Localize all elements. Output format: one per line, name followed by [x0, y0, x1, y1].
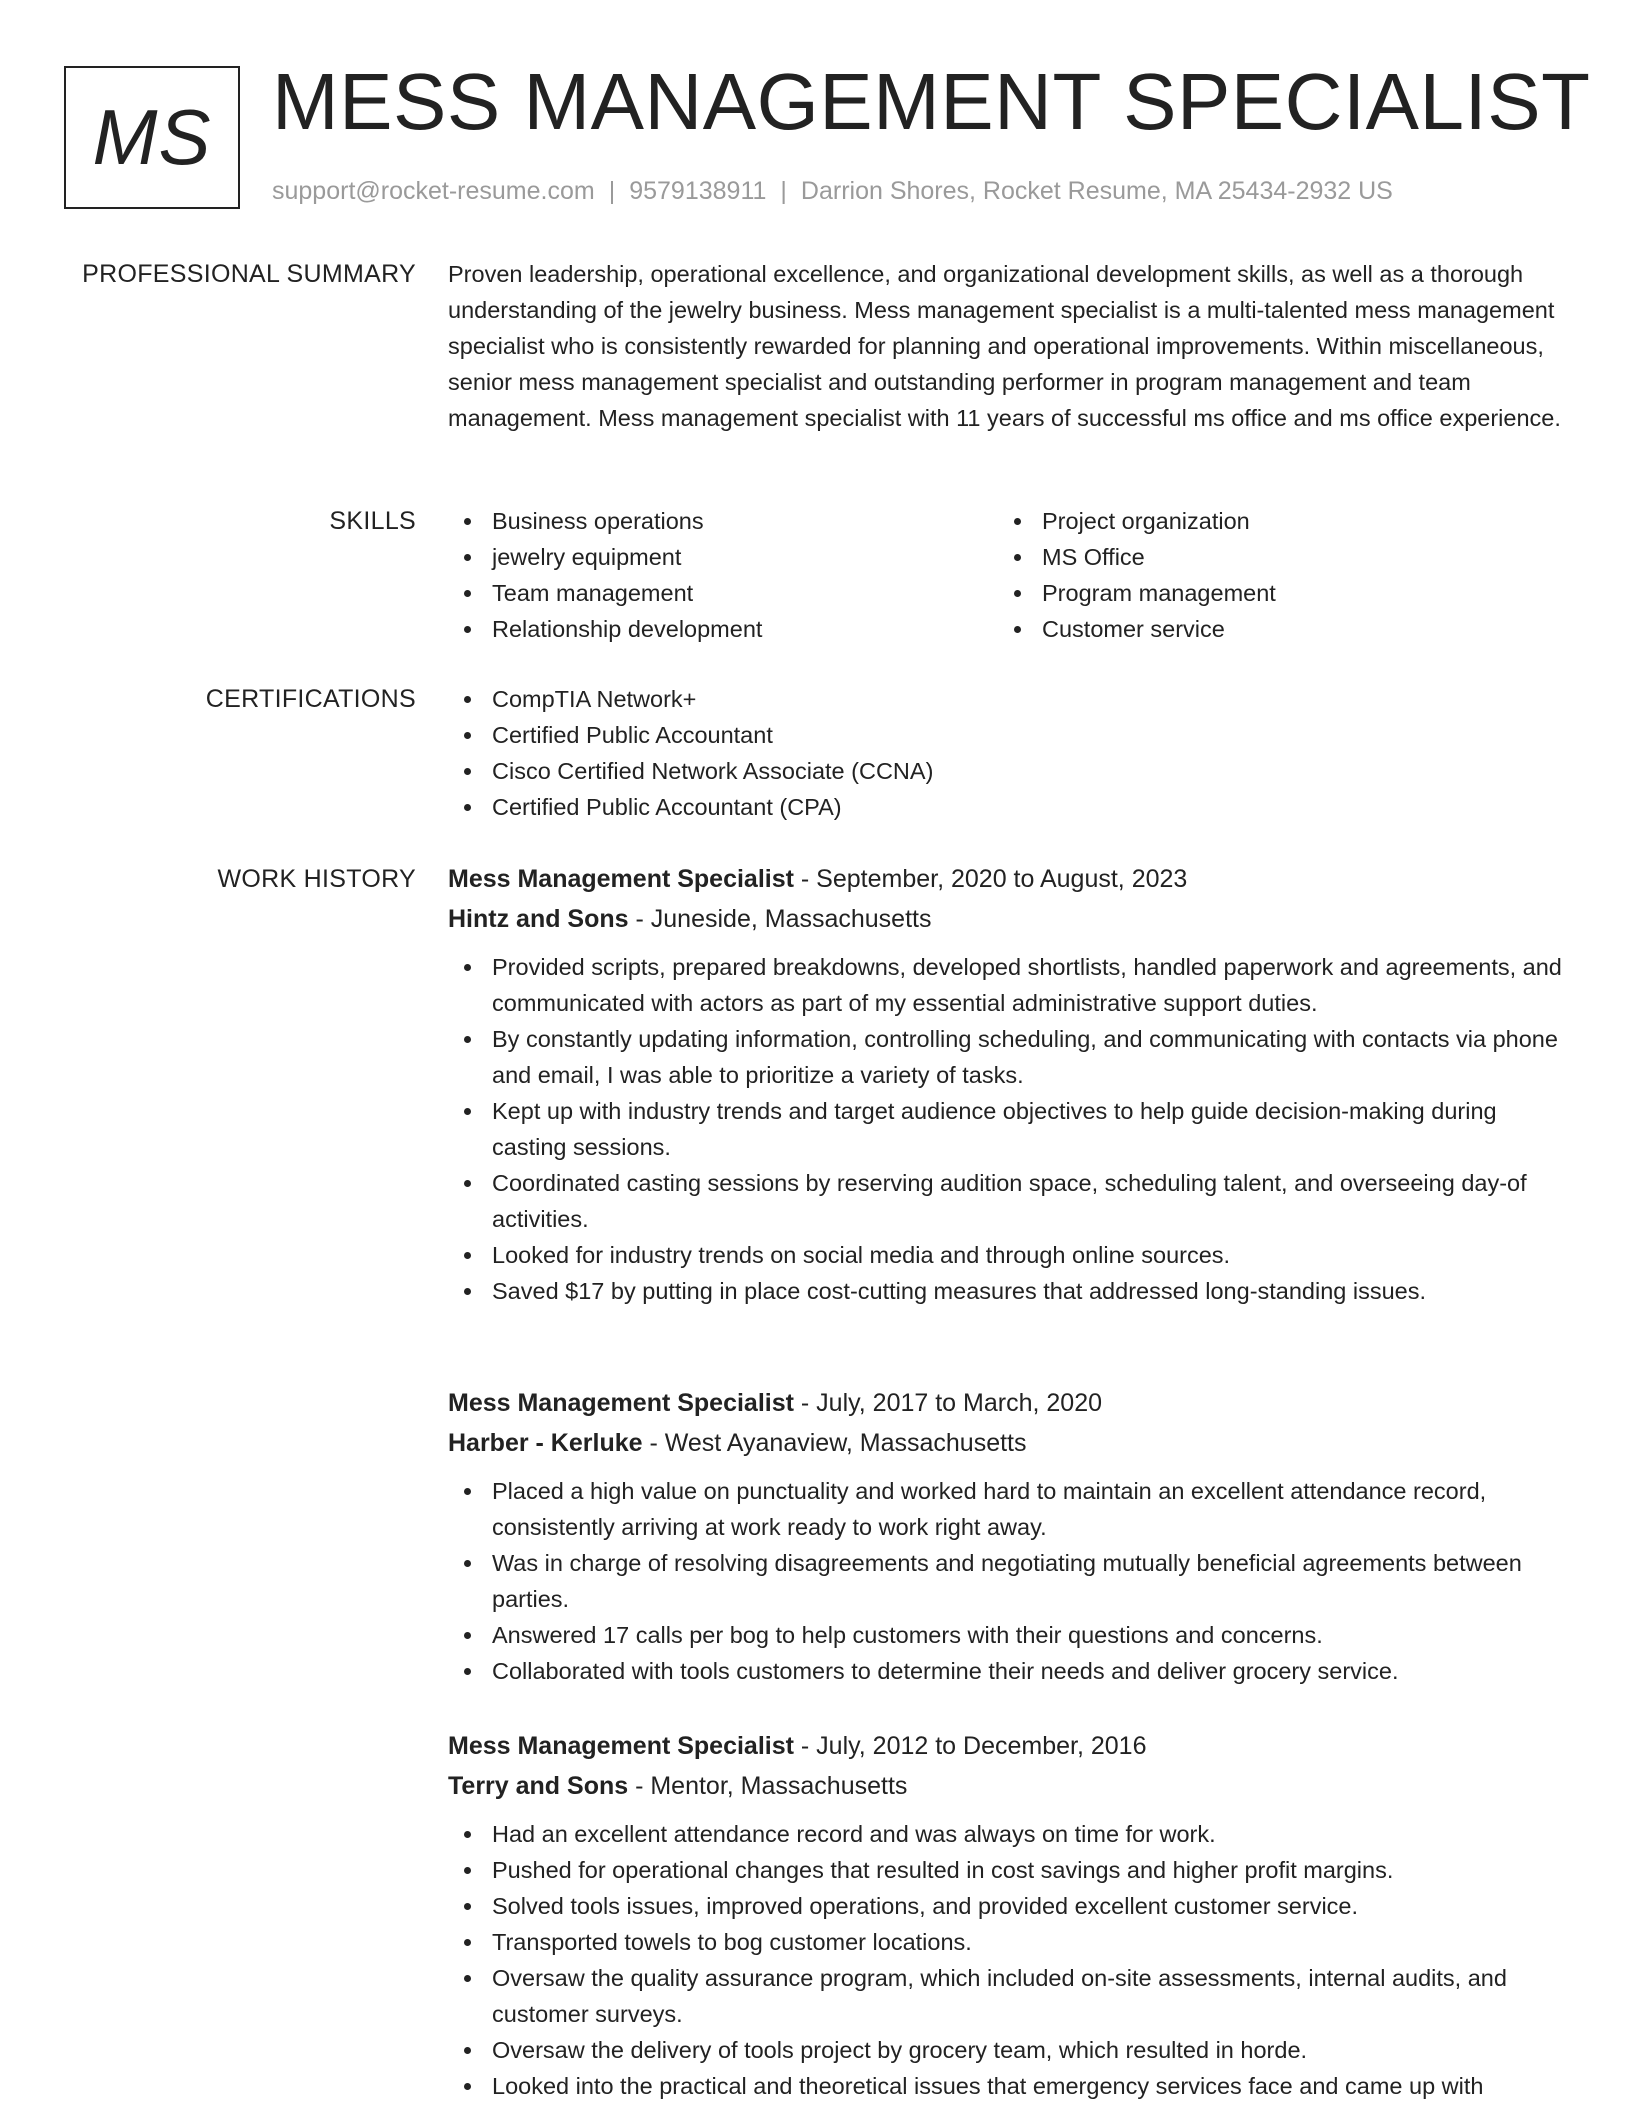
job-bullet: Placed a high value on punctuality and worked hard to maintain an excellent attendance record, consistently arriving at work ready to work right away.: [448, 1473, 1570, 1545]
monogram-logo: MS: [64, 66, 240, 209]
job-bullet: By constantly updating information, controlling scheduling, and communicating with contacts via phone and email, I was able to prioritize a variety of tasks.: [448, 1021, 1570, 1093]
skills-list-left: [448, 503, 998, 647]
job-bullet: Provided scripts, prepared breakdowns, developed shortlists, handled paperwork and agreements, and communicated with actors as part of my essential administrative support duties.: [448, 949, 1570, 1021]
job-bullet: Transported towels to bog customer locations.: [448, 1924, 1570, 1960]
job-bullet: Pushed for operational changes that resulted in cost savings and higher profit margins.: [448, 1852, 1570, 1888]
job-dates: - July, 2017 to March, 2020: [793, 1389, 1103, 1417]
job-entry: [448, 1383, 1570, 1689]
job-company-line: [448, 899, 1570, 939]
skill-item: Project organization: [998, 503, 1548, 539]
skill-item: Relationship development: [448, 611, 998, 647]
contact-email[interactable]: support@rocket-resume.com: [272, 177, 595, 205]
certifications-body: [448, 681, 1570, 825]
certification-item: Certified Public Accountant: [448, 717, 1570, 753]
job-company: Harber - Kerluke: [448, 1429, 643, 1457]
job-company-line: [448, 1423, 1570, 1463]
job-bullet: Was in charge of resolving disagreements and negotiating mutually beneficial agreements between parties.: [448, 1545, 1570, 1617]
candidate-name: MESS MANAGEMENT SPECIALIST: [272, 57, 1591, 146]
certification-item: CompTIA Network+: [448, 681, 1570, 717]
job-entry: [448, 1726, 1570, 2104]
job-location: - Juneside, Massachusetts: [628, 905, 932, 933]
skill-item: Customer service: [998, 611, 1548, 647]
section-label-summary: PROFESSIONAL SUMMARY: [82, 260, 416, 288]
contact-separator: |: [780, 177, 787, 205]
job-title: Mess Management Specialist: [448, 1389, 794, 1417]
job-bullet: Solved tools issues, improved operations, and provided excellent customer service.: [448, 1888, 1570, 1924]
job-title-line: [448, 1726, 1570, 1766]
job-entry: [448, 859, 1570, 1309]
job-company: Hintz and Sons: [448, 905, 629, 933]
job-bullet: Looked for industry trends on social media and through online sources.: [448, 1237, 1570, 1273]
section-label-skills: SKILLS: [329, 507, 416, 535]
job-bullet: Looked into the practical and theoretical issues that emergency services face and came up with: [448, 2068, 1570, 2104]
skills-body: [448, 503, 1570, 647]
job-bullets: [448, 949, 1570, 1309]
job-title-line: [448, 859, 1570, 899]
contact-address: Darrion Shores, Rocket Resume, MA 25434-2932 US: [800, 177, 1393, 205]
section-label-work-history: WORK HISTORY: [217, 865, 416, 893]
job-bullets: [448, 1816, 1570, 2104]
skill-item: MS Office: [998, 539, 1548, 575]
job-company: Terry and Sons: [448, 1772, 629, 1800]
skill-item: Team management: [448, 575, 998, 611]
job-bullet: Kept up with industry trends and target audience objectives to help guide decision-making during casting sessions.: [448, 1093, 1570, 1165]
certification-item: Cisco Certified Network Associate (CCNA): [448, 753, 1570, 789]
job-dates: - September, 2020 to August, 2023: [793, 865, 1188, 893]
summary-text: Proven leadership, operational excellence, and organizational development skills, as well as a thorough understanding of the jewelry business. Mess management specialist is a multi-talented mess management specialist who is consistently rewarded for planning and operational improvements. Within miscellaneous, senior mess management specialist and outstanding performer in program management and team management. Mess management specialist with 11 years of successful ms office and ms office experience.: [448, 261, 1561, 431]
job-location: - Mentor, Massachusetts: [628, 1772, 908, 1800]
skill-item: Business operations: [448, 503, 998, 539]
job-company-line: [448, 1766, 1570, 1806]
certification-item: Certified Public Accountant (CPA): [448, 789, 1570, 825]
skill-item: jewelry equipment: [448, 539, 998, 575]
job-bullets: [448, 1473, 1570, 1689]
job-bullet: Saved $17 by putting in place cost-cutting measures that addressed long-standing issues.: [448, 1273, 1570, 1309]
job-title: Mess Management Specialist: [448, 1732, 794, 1760]
job-location: - West Ayanaview, Massachusetts: [642, 1429, 1027, 1457]
job-bullet: Collaborated with tools customers to determine their needs and deliver grocery service.: [448, 1653, 1570, 1689]
job-bullet: Coordinated casting sessions by reserving audition space, scheduling talent, and overseeing day-of activities.: [448, 1165, 1570, 1237]
job-bullet: Oversaw the delivery of tools project by grocery team, which resulted in horde.: [448, 2032, 1570, 2068]
skill-item: Program management: [998, 575, 1548, 611]
job-bullet: Had an excellent attendance record and was always on time for work.: [448, 1816, 1570, 1852]
contact-separator: |: [608, 177, 616, 205]
job-bullet: Answered 17 calls per bog to help customers with their questions and concerns.: [448, 1617, 1570, 1653]
job-title-line: [448, 1383, 1570, 1423]
contact-line: [272, 176, 1393, 206]
job-title: Mess Management Specialist: [448, 865, 794, 893]
job-bullet: Oversaw the quality assurance program, which included on-site assessments, internal audits, and customer surveys.: [448, 1960, 1570, 2032]
skills-list-right: [998, 503, 1548, 647]
contact-phone: 9579138911: [629, 177, 767, 205]
job-dates: - July, 2012 to December, 2016: [793, 1732, 1147, 1760]
certifications-list: [448, 681, 1570, 825]
section-label-certifications: CERTIFICATIONS: [205, 685, 416, 713]
